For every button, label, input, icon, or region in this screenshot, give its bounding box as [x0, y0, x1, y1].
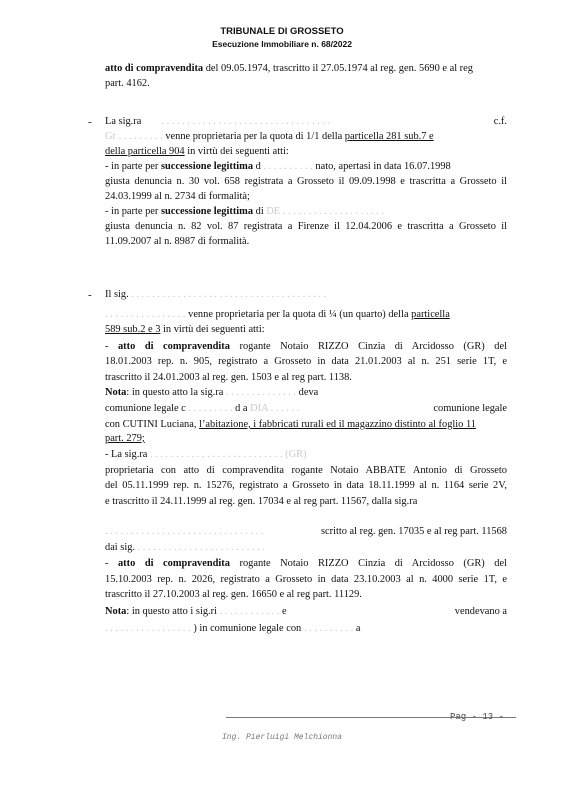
text-line: - La sig.ra . . . . . . . . . . . . . . . . . . . . . . . . . . (GR): [105, 449, 307, 460]
list-dash: -: [88, 116, 92, 128]
text-line: Gr . . . . . . . . . venne proprietaria per la quota di 1/1 della particella 281 sub.7 e: [105, 131, 434, 142]
page-number: Pag - 13 -: [450, 712, 505, 722]
text-line: Nota: in questo atto la sig.ra . . . . . . . . . . . . . . deva: [105, 387, 319, 398]
text-line: atto di compravendita del 09.05.1974, trascritto il 27.05.1974 al reg. gen. 5690 e al reg: [105, 63, 473, 74]
text-line: La sig.ra . . . . . . . . . . . . . . . . . . . . . . . . . . . . . . . . . c.f.: [105, 116, 507, 127]
document-header: [0, 26, 564, 50]
text-line: 589 sub.2 e 3 in virtù dei seguenti atti:: [105, 324, 265, 335]
text-line: - in parte per successione legittima di DE . . . . . . . . . . . . . . . . . . . .: [105, 206, 385, 217]
text-line: Nota: in questo atto i sig.ri . . . . . . . . . . . . e vendevano a: [105, 606, 507, 617]
text-line: giusta denuncia n. 30 vol. 658 registrata a Grosseto il 09.09.1998 e trascritta a Grosseto il: [105, 176, 507, 187]
text-line: Il sig. . . . . . . . . . . . . . . . . . . . . . . . . . . . . . . . . . . . . . .: [105, 289, 327, 300]
text-line: part. 4162.: [105, 78, 150, 89]
text-line: con CUTINI Luciana, l’abitazione, i fabbricati rurali ed il magazzino distinto al foglio 11: [105, 419, 476, 430]
text-line: . . . . . . . . . . . . . . . . . . . . . . . . . . . . . . . scritto al reg. gen. 17035 e al reg part. 11568: [105, 526, 507, 537]
text-line: dai sig. . . . . . . . . . . . . . . . . . . . . . . . . .: [105, 542, 265, 553]
text-line: - atto di compravendita rogante Notaio RIZZO Cinzia di Arcidosso (GR) del: [105, 558, 507, 569]
court-title: TRIBUNALE DI GROSSETO: [220, 26, 344, 37]
text-line: . . . . . . . . . . . . . . . . . ) in comunione legale con . . . . . . . . . . a: [105, 623, 361, 634]
text-line: . . . . . . . . . . . . . . . . venne proprietaria per la quota di ¼ (un quarto) della particella: [105, 309, 450, 320]
list-dash: -: [88, 289, 92, 301]
text-line: trascritto il 27.10.2003 al reg. gen. 16650 e al reg part. 11129.: [105, 589, 362, 600]
footer-divider: [226, 717, 516, 718]
text-line: - in parte per successione legittima d . . . . . . . . . . nato, apertasi in data 16.07.1998: [105, 161, 451, 172]
case-number: Esecuzione Immobiliare n. 68/2022: [212, 39, 352, 49]
text-line: 18.01.2003 rep. n. 905, registrato a Grosseto in data 21.01.2003 al n. 251 serie 1T, e: [105, 356, 507, 367]
text-line: 15.10.2003 rep. n. 2026, registrato a Grosseto in data 23.10.2003 al n. 4000 serie 1T, e: [105, 574, 507, 585]
text-line: - atto di compravendita rogante Notaio RIZZO Cinzia di Arcidosso (GR) del: [105, 341, 507, 352]
text-line: part. 279;: [105, 433, 145, 444]
text-line: proprietaria con atto di compravendita rogante Notaio ABBATE Antonio di Grosseto: [105, 465, 507, 476]
text-line: comunione legale c . . . . . . . . . d a DIA . . . . . . comunione legale: [105, 403, 507, 414]
text-line: giusta denuncia n. 82 vol. 87 registrata a Firenze il 12.04.2006 e trascritta a Grosseto il: [105, 221, 507, 232]
text-line: trascritto il 24.01.2003 al reg. gen. 1503 e al reg part. 1138.: [105, 372, 352, 383]
text-line: 11.09.2007 al n. 8987 di formalità.: [105, 236, 250, 247]
text-line: e trascritto il 24.11.1999 al reg. gen. 17034 e al reg part. 11567, dalla sig.ra: [105, 496, 418, 507]
text-line: 24.03.1999 al n. 2734 di formalità;: [105, 191, 250, 202]
text-line: del 05.11.1999 rep. n. 15276, registrato a Grosseto in data 18.11.1999 al n. 1164 serie 2V,: [105, 480, 507, 491]
text-line: della particella 904 in virtù dei seguenti atti:: [105, 146, 289, 157]
author-name: Ing. Pierluigi Melchionna: [221, 733, 343, 742]
